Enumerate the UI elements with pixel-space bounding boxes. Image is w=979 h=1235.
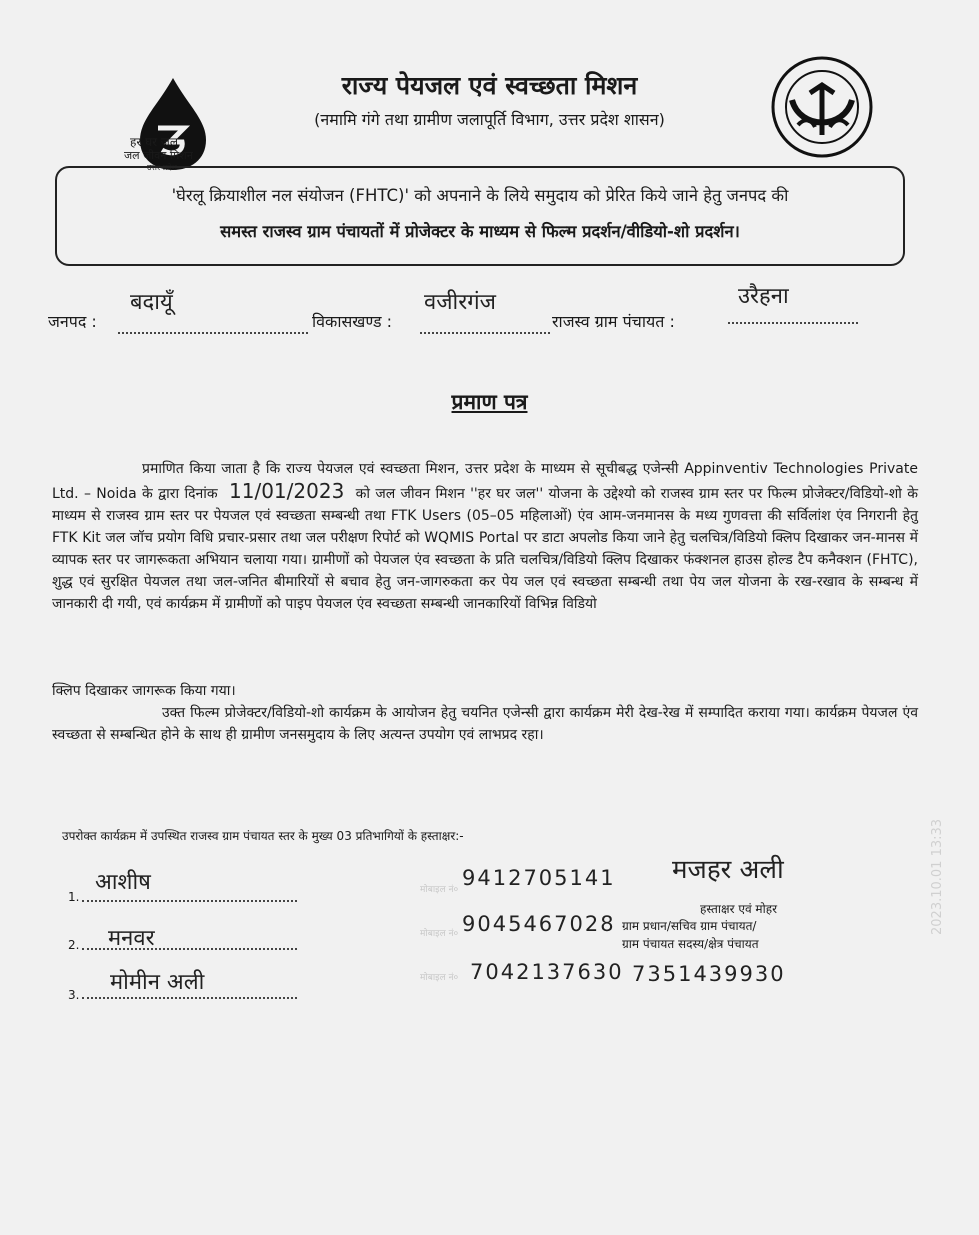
participant-dotline	[82, 900, 297, 902]
certificate-paragraph-2: उक्त फिल्म प्रोजेक्टर/विडियो-शो कार्यक्रम के आयोजन हेतु चयनित एजेन्सी द्वारा कार्यक्रम मेरी देख-रेख में सम्पादित कराया गया। कार्यक्रम पेयजल एंव स्वच्छता से सम्बन्धित होने के साथ ही ग्रामीण जनसमुदाय के लिए अत्यन्त उपयोग एवं लाभप्रद रहा।	[52, 705, 918, 743]
logo-caption: उत्तर प्रदेश	[147, 163, 177, 172]
logo-caption: हर घर जल	[130, 135, 178, 149]
participant-number: 2.	[68, 938, 80, 952]
certificate-title: प्रमाण पत्र	[451, 390, 528, 414]
vikaskhand-value: वजीरगंज	[424, 290, 496, 315]
subject-banner	[55, 166, 905, 266]
phone-number: 7042137630	[470, 960, 624, 984]
paragraph-last-line: क्लिप दिखाकर जागरूक किया गया।	[52, 683, 236, 699]
janpad-value: बदायूँ	[130, 290, 173, 315]
panchayat-value: उरैहना	[738, 284, 789, 309]
participants-heading: उपरोक्त कार्यक्रम में उपस्थित राजस्व ग्राम पंचायत स्तर के मुख्य 03 प्रतिभागियों के हस्ताक्षर:-	[62, 829, 464, 843]
participant-number: 3.	[68, 988, 80, 1002]
panchayat-dotline	[728, 322, 858, 324]
phone-number: 7351439930	[632, 962, 786, 986]
participant-signature: आशीष	[95, 870, 151, 895]
photo-timestamp: 2023.10.01 13:33	[930, 818, 945, 935]
signatory-caption: ग्राम पंचायत सदस्य/क्षेत्र पंचायत	[622, 937, 759, 951]
vikaskhand-dotline	[420, 332, 550, 334]
participant-signature: मोमीन अली	[110, 970, 205, 995]
page-subtitle: (नमामि गंगे तथा ग्रामीण जलापूर्ति विभाग, उत्तर प्रदेश शासन)	[314, 110, 665, 129]
mobile-label: मोबाइल नं०	[420, 929, 459, 939]
participant-number: 1.	[68, 890, 80, 904]
participant-dotline	[82, 997, 297, 999]
signatory-caption: ग्राम प्रधान/सचिव ग्राम पंचायत/	[622, 919, 757, 933]
janpad-label: जनपद :	[48, 312, 97, 331]
logo-caption: जल जीवन मिशन	[124, 149, 193, 162]
mobile-label: मोबाइल नं०	[420, 973, 459, 983]
signatory-caption: हस्ताक्षर एवं मोहर	[700, 902, 778, 916]
janpad-dotline	[118, 332, 308, 334]
signatory-signature: मजहर अली	[672, 855, 784, 885]
certificate-paragraph	[52, 458, 918, 615]
page-title: राज्य पेयजल एवं स्वच्छता मिशन	[341, 71, 638, 100]
paragraph-text: को जल जीवन मिशन ''हर घर जल'' योजना के उद्देश्यो को राजस्व ग्राम स्तर पर फिल्म प्रोजेक्टर/विडियो-शो के माध्यम से राजस्व ग्राम स्तर पर पेयजल एवं स्वच्छता सम्बन्धी तथा FTK Users (05–05 महिलाओं) एंव आम-जनमानस के मध्य गुणवत्ता की सर्विलांश एंव निगरानी हेतु FTK Kit जल जॉच प्रयोग विधि प्रचार-प्रसार तथा जल परीक्षण रिपोर्ट को WQMIS Portal पर डाटा अपलोड किया जाने हेतु चलचित्र/विडियो क्लिप दिखाकर जन-मानस में व्यापक स्तर पर जागरूकता अभियान चलाया गया। ग्रामीणों को पेयजल एंव स्वच्छता के प्रति चलचित्र/विडियो क्लिप दिखाकर फंक्शनल हाउस होल्ड टैप कनैक्शन (FHTC), शुद्ध एवं सुरक्षित पेयजल तथा जल-जनित बीमारियों से बचाव हेतु जन-जागरुकता कर पेय जल एवं स्वच्छता सम्बन्धी तथा पेय जल योजना के रख-रखाव के सम्बन्ध में जानकारी दी गयी, एवं कार्यक्रम में ग्रामीणों को पाइप पेयजल एंव स्वच्छता सम्बन्धी जानकारियों विभिन्न विडियो	[52, 486, 919, 612]
phone-number: 9412705141	[462, 866, 616, 890]
paragraph-text: प्रमाणित किया जाता है कि राज्य पेयजल एवं स्वच्छता मिशन, उत्तर प्रदेश के माध्यम से सूचीबद्ध एजेन्सी Appinventiv Technologies Private Ltd. – Noida के द्वारा दिनांक	[52, 461, 918, 502]
participant-signature: मनवर	[108, 926, 155, 951]
phone-number: 9045467028	[462, 912, 616, 936]
mobile-label: मोबाइल नं०	[420, 885, 459, 895]
banner-line: 'घेरलू क्रियाशील नल संयोजन (FHTC)' को अपनाने के लिये समुदाय को प्रेरित किये जाने हेतु जनपद की	[171, 186, 789, 205]
event-date: 11/01/2023	[229, 479, 345, 503]
panchayat-label: राजस्व ग्राम पंचायत :	[552, 312, 675, 331]
banner-line: समस्त राजस्व ग्राम पंचायतों में प्रोजेक्टर के माध्यम से फिल्म प्रदर्शन/वीडियो-शो प्रदर्शन।	[220, 222, 740, 241]
vikaskhand-label: विकासखण्ड :	[312, 312, 393, 331]
